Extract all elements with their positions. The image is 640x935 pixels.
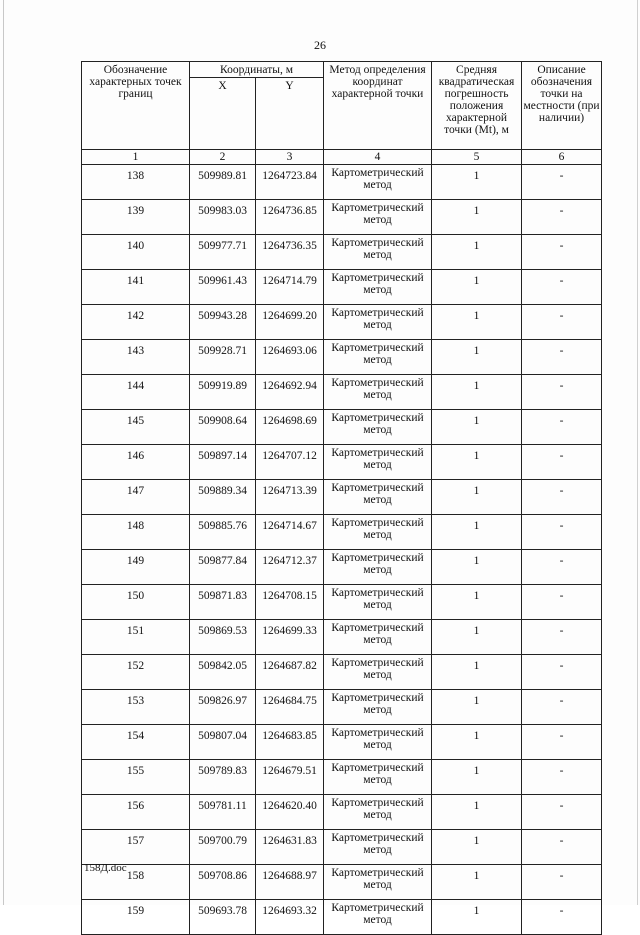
error-cell: 1 [432, 865, 522, 900]
point-cell: 152 [82, 655, 190, 690]
error-cell: 1 [432, 270, 522, 305]
x-coordinate-cell: 509919.89 [190, 375, 256, 410]
table-row [82, 270, 602, 305]
table-row [82, 865, 602, 900]
x-coordinate-cell: 509842.05 [190, 655, 256, 690]
point-cell: 145 [82, 410, 190, 445]
description-cell: - [522, 235, 602, 270]
header-description: Описание обозначения точки на местности (при наличии) [522, 62, 602, 150]
description-cell: - [522, 830, 602, 865]
y-coordinate-cell: 1264714.67 [256, 515, 324, 550]
y-coordinate-cell: 1264687.82 [256, 655, 324, 690]
x-coordinate-cell: 509700.79 [190, 830, 256, 865]
y-coordinate-cell: 1264723.84 [256, 165, 324, 200]
table-row [82, 480, 602, 515]
error-cell: 1 [432, 200, 522, 235]
method-cell: Картометрический метод [324, 375, 432, 410]
description-cell: - [522, 480, 602, 515]
point-cell: 139 [82, 200, 190, 235]
x-coordinate-cell: 509789.83 [190, 760, 256, 795]
description-cell: - [522, 340, 602, 375]
method-cell: Картометрический метод [324, 620, 432, 655]
table-row [82, 795, 602, 830]
x-coordinate-cell: 509908.64 [190, 410, 256, 445]
method-cell: Картометрический метод [324, 165, 432, 200]
column-number: 6 [522, 150, 602, 165]
y-coordinate-cell: 1264693.06 [256, 340, 324, 375]
description-cell: - [522, 410, 602, 445]
point-cell: 142 [82, 305, 190, 340]
point-cell: 141 [82, 270, 190, 305]
x-coordinate-cell: 509897.14 [190, 445, 256, 480]
y-coordinate-cell: 1264714.79 [256, 270, 324, 305]
coordinates-table [81, 61, 602, 935]
scan-edge-right [637, 0, 638, 905]
point-cell: 140 [82, 235, 190, 270]
method-cell: Картометрический метод [324, 235, 432, 270]
x-coordinate-cell: 509977.71 [190, 235, 256, 270]
x-coordinate-cell: 509885.76 [190, 515, 256, 550]
method-cell: Картометрический метод [324, 340, 432, 375]
table-row [82, 445, 602, 480]
point-cell: 158 [82, 865, 190, 900]
point-cell: 147 [82, 480, 190, 515]
point-cell: 155 [82, 760, 190, 795]
description-cell: - [522, 690, 602, 725]
header-y: Y [256, 78, 324, 150]
description-cell: - [522, 725, 602, 760]
footer-filename: 158Д.doc [84, 862, 127, 874]
method-cell: Картометрический метод [324, 200, 432, 235]
point-cell: 151 [82, 620, 190, 655]
point-cell: 146 [82, 445, 190, 480]
error-cell: 1 [432, 480, 522, 515]
point-cell: 157 [82, 830, 190, 865]
description-cell: - [522, 270, 602, 305]
error-cell: 1 [432, 655, 522, 690]
x-coordinate-cell: 509807.04 [190, 725, 256, 760]
method-cell: Картометрический метод [324, 410, 432, 445]
point-cell: 159 [82, 900, 190, 935]
table-row [82, 655, 602, 690]
scan-edge-left [3, 0, 4, 905]
x-coordinate-cell: 509983.03 [190, 200, 256, 235]
column-number: 2 [190, 150, 256, 165]
column-number: 5 [432, 150, 522, 165]
method-cell: Картометрический метод [324, 585, 432, 620]
error-cell: 1 [432, 235, 522, 270]
y-coordinate-cell: 1264693.32 [256, 900, 324, 935]
x-coordinate-cell: 509989.81 [190, 165, 256, 200]
method-cell: Картометрический метод [324, 900, 432, 935]
method-cell: Картометрический метод [324, 655, 432, 690]
y-coordinate-cell: 1264712.37 [256, 550, 324, 585]
x-coordinate-cell: 509826.97 [190, 690, 256, 725]
method-cell: Картометрический метод [324, 830, 432, 865]
y-coordinate-cell: 1264699.20 [256, 305, 324, 340]
point-cell: 150 [82, 585, 190, 620]
description-cell: - [522, 200, 602, 235]
table-body [82, 165, 602, 935]
x-coordinate-cell: 509871.83 [190, 585, 256, 620]
header-coordinates: Координаты, м [190, 62, 324, 78]
y-coordinate-cell: 1264683.85 [256, 725, 324, 760]
error-cell: 1 [432, 305, 522, 340]
method-cell: Картометрический метод [324, 690, 432, 725]
method-cell: Картометрический метод [324, 865, 432, 900]
error-cell: 1 [432, 725, 522, 760]
header-error: Средняя квадратическая погрешность положения характерной точки (Mt), м [432, 62, 522, 150]
table-row [82, 235, 602, 270]
y-coordinate-cell: 1264736.35 [256, 235, 324, 270]
y-coordinate-cell: 1264679.51 [256, 760, 324, 795]
table-row [82, 760, 602, 795]
point-cell: 148 [82, 515, 190, 550]
column-number: 1 [82, 150, 190, 165]
y-coordinate-cell: 1264707.12 [256, 445, 324, 480]
y-coordinate-cell: 1264692.94 [256, 375, 324, 410]
method-cell: Картометрический метод [324, 550, 432, 585]
description-cell: - [522, 900, 602, 935]
method-cell: Картометрический метод [324, 445, 432, 480]
point-cell: 138 [82, 165, 190, 200]
table-row [82, 410, 602, 445]
description-cell: - [522, 865, 602, 900]
point-cell: 143 [82, 340, 190, 375]
error-cell: 1 [432, 795, 522, 830]
method-cell: Картометрический метод [324, 480, 432, 515]
description-cell: - [522, 620, 602, 655]
error-cell: 1 [432, 760, 522, 795]
error-cell: 1 [432, 550, 522, 585]
column-number-row [82, 150, 602, 165]
point-cell: 149 [82, 550, 190, 585]
method-cell: Картометрический метод [324, 760, 432, 795]
error-cell: 1 [432, 375, 522, 410]
y-coordinate-cell: 1264699.33 [256, 620, 324, 655]
x-coordinate-cell: 509889.34 [190, 480, 256, 515]
header-method: Метод определения координат характерной точки [324, 62, 432, 150]
x-coordinate-cell: 509693.78 [190, 900, 256, 935]
x-coordinate-cell: 509943.28 [190, 305, 256, 340]
table-row [82, 515, 602, 550]
table-row [82, 550, 602, 585]
point-cell: 154 [82, 725, 190, 760]
y-coordinate-cell: 1264736.85 [256, 200, 324, 235]
description-cell: - [522, 445, 602, 480]
description-cell: - [522, 550, 602, 585]
method-cell: Картометрический метод [324, 270, 432, 305]
x-coordinate-cell: 509928.71 [190, 340, 256, 375]
error-cell: 1 [432, 900, 522, 935]
table-row [82, 375, 602, 410]
description-cell: - [522, 375, 602, 410]
method-cell: Картометрический метод [324, 305, 432, 340]
method-cell: Картометрический метод [324, 795, 432, 830]
error-cell: 1 [432, 620, 522, 655]
y-coordinate-cell: 1264631.83 [256, 830, 324, 865]
column-number: 3 [256, 150, 324, 165]
error-cell: 1 [432, 830, 522, 865]
error-cell: 1 [432, 445, 522, 480]
point-cell: 156 [82, 795, 190, 830]
description-cell: - [522, 305, 602, 340]
table-row [82, 690, 602, 725]
description-cell: - [522, 585, 602, 620]
error-cell: 1 [432, 340, 522, 375]
description-cell: - [522, 515, 602, 550]
description-cell: - [522, 655, 602, 690]
column-number: 4 [324, 150, 432, 165]
table-row [82, 620, 602, 655]
page-number: 26 [314, 38, 326, 52]
x-coordinate-cell: 509961.43 [190, 270, 256, 305]
table-row [82, 340, 602, 375]
y-coordinate-cell: 1264713.39 [256, 480, 324, 515]
error-cell: 1 [432, 515, 522, 550]
description-cell: - [522, 165, 602, 200]
x-coordinate-cell: 509781.11 [190, 795, 256, 830]
error-cell: 1 [432, 165, 522, 200]
table-row [82, 725, 602, 760]
error-cell: 1 [432, 585, 522, 620]
description-cell: - [522, 760, 602, 795]
header-point-designation: Обозначение характерных точек границ [82, 62, 190, 150]
point-cell: 153 [82, 690, 190, 725]
error-cell: 1 [432, 410, 522, 445]
x-coordinate-cell: 509877.84 [190, 550, 256, 585]
table-row [82, 200, 602, 235]
x-coordinate-cell: 509708.86 [190, 865, 256, 900]
y-coordinate-cell: 1264684.75 [256, 690, 324, 725]
y-coordinate-cell: 1264688.97 [256, 865, 324, 900]
method-cell: Картометрический метод [324, 515, 432, 550]
header-x: X [190, 78, 256, 150]
error-cell: 1 [432, 690, 522, 725]
table-row [82, 830, 602, 865]
y-coordinate-cell: 1264708.15 [256, 585, 324, 620]
table-row [82, 165, 602, 200]
description-cell: - [522, 795, 602, 830]
table-row [82, 585, 602, 620]
method-cell: Картометрический метод [324, 725, 432, 760]
y-coordinate-cell: 1264698.69 [256, 410, 324, 445]
point-cell: 144 [82, 375, 190, 410]
table-row [82, 305, 602, 340]
y-coordinate-cell: 1264620.40 [256, 795, 324, 830]
x-coordinate-cell: 509869.53 [190, 620, 256, 655]
